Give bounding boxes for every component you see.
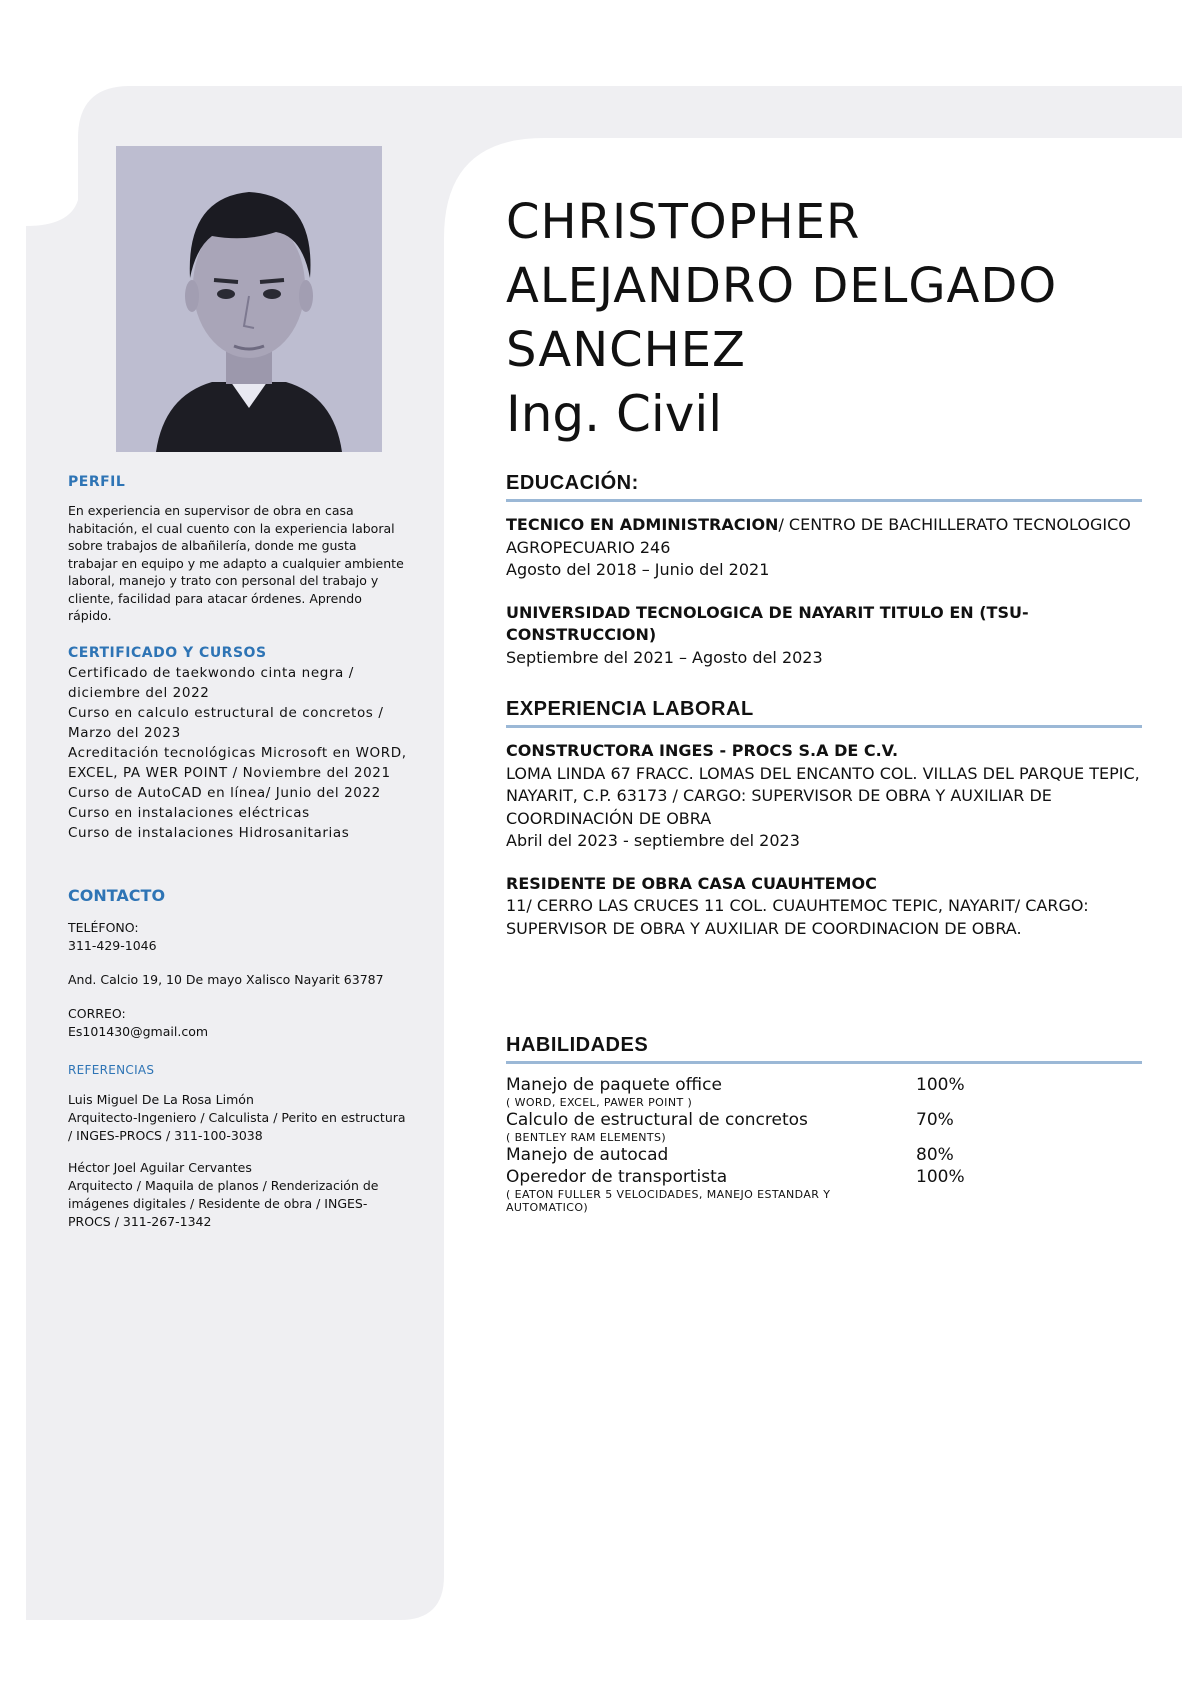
sidebar-perfil [68, 474, 408, 625]
name-line: CHRISTOPHER [506, 194, 861, 250]
skill-percent: 100% [916, 1167, 965, 1187]
skills-list [506, 1074, 1006, 1214]
name-block [506, 190, 1142, 446]
skill-note: ( EATON FULLER 5 VELOCIDADES, MANEJO ESTANDAR Y AUTOMATICO) [506, 1188, 831, 1214]
skill-percent: 80% [916, 1145, 954, 1165]
experience-heading: EXPERIENCIA LABORAL [506, 698, 1142, 728]
experience-description: 11/ CERRO LAS CRUCES 11 COL. CUAUHTEMOC TEPIC, NAYARIT/ CARGO: SUPERVISOR DE OBRA Y AUXILIAR DE COORDINACION DE OBRA. [506, 896, 1089, 938]
education-institution: / CENTRO DE BACHILLERATO TECNOLOGICO AGROPECUARIO 246 [506, 515, 1131, 557]
skill-name: Operedor de transportista [506, 1167, 728, 1187]
references-heading: REFERENCIAS [68, 1063, 155, 1077]
skill-row [506, 1074, 1006, 1096]
skill-note: ( WORD, EXCEL, PAWER POINT ) [506, 1096, 693, 1109]
experience-title: RESIDENTE DE OBRA CASA CUAUHTEMOC [506, 873, 877, 893]
list-item: Curso en calculo estructural de concretos / Marzo del 2023 [68, 705, 384, 741]
skill-percent: 100% [916, 1075, 965, 1095]
reference-description: Arquitecto / Maquila de planos / Renderización de imágenes digitales / Residente de obra / INGES-PROCS / 311-267-1342 [68, 1178, 379, 1229]
profile-photo [116, 146, 382, 452]
experience-dates: Abril del 2023 - septiembre del 2023 [506, 831, 800, 850]
list-item: Acreditación tecnológicas Microsoft en WORD, EXCEL, PA WER POINT / Noviembre del 2021 [68, 745, 407, 781]
reference-name: Luis Miguel De La Rosa Limón [68, 1092, 254, 1107]
phone-label: TELÉFONO: [68, 920, 139, 935]
list-item: Curso de AutoCAD en línea/ Junio del 2022 [68, 785, 381, 801]
education-section [506, 472, 1142, 669]
name-line: SANCHEZ [506, 322, 746, 378]
skills-heading: HABILIDADES [506, 1034, 1142, 1064]
skill-row [506, 1166, 1006, 1188]
reference-name: Héctor Joel Aguilar Cervantes [68, 1160, 252, 1175]
education-heading: EDUCACIÓN: [506, 472, 1142, 502]
list-item: Certificado de taekwondo cinta negra / diciembre del 2022 [68, 665, 354, 701]
profession-title: Ing. Civil [506, 385, 723, 443]
skill-name: Manejo de autocad [506, 1145, 669, 1165]
experience-title: CONSTRUCTORA INGES - PROCS S.A DE C.V. [506, 741, 899, 760]
email-value: Es101430@gmail.com [68, 1024, 209, 1039]
skills-heading-block [506, 1034, 1142, 1064]
email-label: CORREO: [68, 1006, 126, 1021]
address-value: And. Calcio 19, 10 De mayo Xalisco Nayarit 63787 [68, 972, 384, 987]
sidebar-certificates [68, 645, 408, 843]
skill-note: ( BENTLEY RAM ELEMENTS) [506, 1131, 667, 1144]
experience-item [506, 873, 1142, 896]
reference-description: Arquitecto-Ingeniero / Calculista / Perito en estructura / INGES-PROCS / 311-100-3038 [68, 1110, 406, 1143]
education-title: TECNICO EN ADMINISTRACION [506, 515, 779, 534]
experience-section [506, 698, 1142, 940]
sidebar-contact [68, 886, 408, 1231]
portrait-image [116, 146, 382, 452]
contact-heading: CONTACTO [68, 886, 166, 905]
skill-row [506, 1144, 1006, 1166]
name-line: ALEJANDRO DELGADO [506, 258, 1058, 314]
perfil-heading: PERFIL [68, 474, 126, 490]
experience-item [506, 740, 1142, 763]
perfil-text: En experiencia en supervisor de obra en casa habitación, el cual cuento con la experiencia laboral sobre trabajos de albañilería, donde me gusta trabajar en equipo y me adapto a cualquier ambiente laboral, manejo y trato con personal del trabajo y cliente, facilidad para atacar órdenes. Aprendo rápido. [68, 503, 404, 623]
phone-value: 311-429-1046 [68, 938, 157, 953]
cert-heading: CERTIFICADO Y CURSOS [68, 645, 267, 661]
education-dates: Septiembre del 2021 – Agosto del 2023 [506, 647, 823, 667]
experience-description: LOMA LINDA 67 FRACC. LOMAS DEL ENCANTO COL. VILLAS DEL PARQUE TEPIC, NAYARIT, C.P. 63173 / CARGO: SUPERVISOR DE OBRA Y AUXILIAR DE COORDINACIÓN DE OBRA [506, 763, 1140, 828]
skill-row [506, 1109, 1006, 1131]
education-title: UNIVERSIDAD TECNOLOGICA DE NAYARIT TITULO EN (TSU-CONSTRUCCION) [506, 602, 1029, 644]
skill-name: Calculo de estructural de concretos [506, 1110, 808, 1130]
skill-name: Manejo de paquete office [506, 1075, 722, 1095]
list-item: Curso de instalaciones Hidrosanitarias [68, 825, 350, 841]
skill-percent: 70% [916, 1110, 954, 1130]
cert-list [68, 663, 408, 843]
education-item [506, 514, 1142, 559]
education-dates: Agosto del 2018 – Junio del 2021 [506, 560, 770, 579]
education-item [506, 602, 1142, 647]
list-item: Curso en instalaciones eléctricas [68, 805, 310, 821]
